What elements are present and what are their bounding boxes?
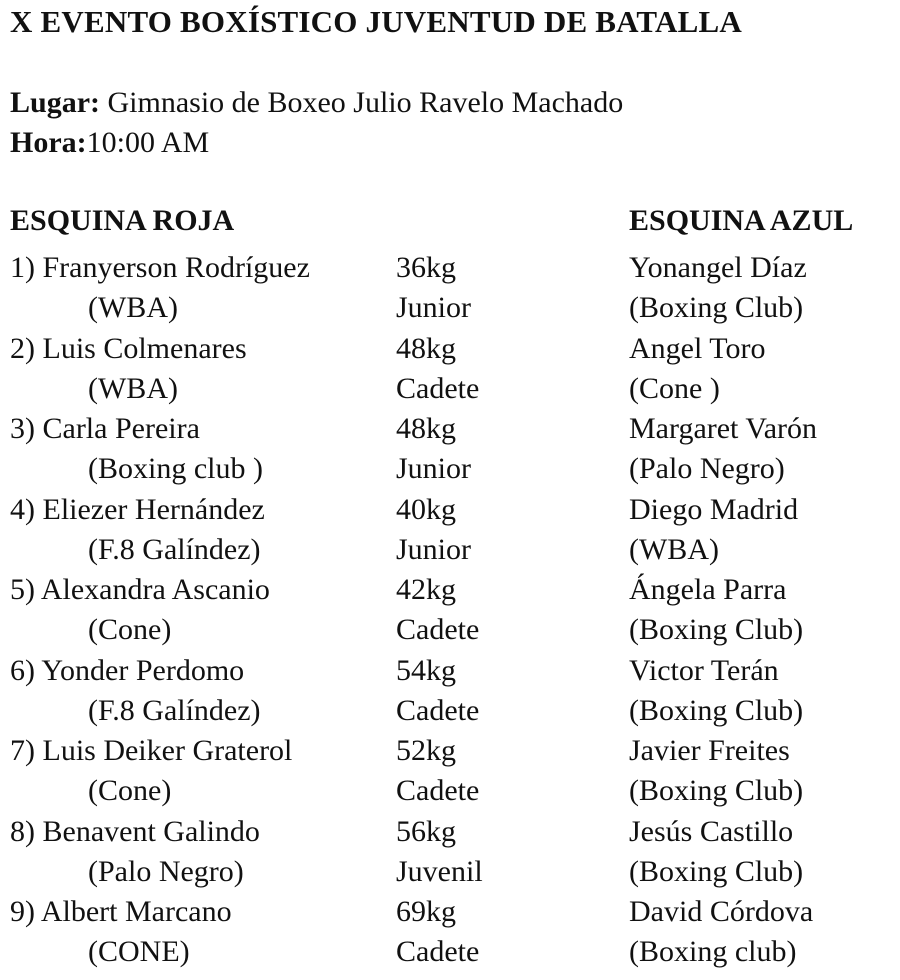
weight-class: 48kg [396,331,456,365]
weight-class: 42kg [396,573,456,606]
venue-value: Gimnasio de Boxeo Julio Ravelo Machado [100,86,624,119]
blue-corner-boxer: Javier Freites [629,734,790,767]
blue-corner-boxer: Yonangel Díaz [629,251,807,284]
blue-corner-boxer: Ángela Parra [629,573,787,606]
age-category: Cadete [396,613,480,646]
red-corner-boxer: 4) Eliezer Hernández [10,492,265,526]
weight-class: 54kg [396,653,456,687]
blue-corner-club: (Boxing Club) [629,291,804,324]
blue-corner-boxer: David Córdova [629,895,814,928]
time-value: 10:00 AM [86,126,210,159]
red-corner-boxer: 5) Alexandra Ascanio [10,573,270,606]
fight-row [0,409,900,490]
blue-corner-club: (Boxing Club) [629,613,804,646]
blue-corner-boxer: Victor Terán [629,653,779,687]
fight-row [0,892,900,973]
blue-corner-boxer: Margaret Varón [629,412,817,445]
blue-corner-club: (Boxing club) [629,935,797,968]
weight-class: 69kg [396,895,456,928]
fight-row [0,731,900,812]
red-corner-club: (WBA) [88,371,178,405]
time-label: Hora: [10,126,87,159]
blue-corner-club: (WBA) [629,532,719,566]
weight-class: 36kg [396,251,456,284]
red-corner-boxer: 6) Yonder Perdomo [10,653,245,687]
venue-line [10,86,623,120]
weight-class: 56kg [396,814,456,848]
age-category: Cadete [396,693,480,727]
red-corner-club: (WBA) [88,291,178,324]
time-line [10,126,209,160]
event-title: X EVENTO BOXÍSTICO JUVENTUD DE BATALLA [10,4,742,39]
weight-class: 48kg [396,412,456,445]
blue-corner-boxer: Angel Toro [629,331,766,365]
fight-row [0,812,900,893]
red-corner-club: (F.8 Galíndez) [88,532,261,566]
age-category: Cadete [396,371,480,405]
blue-corner-club: (Boxing Club) [629,693,804,727]
age-category: Junior [396,532,471,566]
weight-class: 40kg [396,492,456,526]
red-corner-boxer: 7) Luis Deiker Graterol [10,734,293,767]
red-corner-club: (CONE) [88,935,190,968]
age-category: Junior [396,291,471,324]
blue-corner-club: (Boxing Club) [629,774,804,807]
red-corner-header: ESQUINA ROJA [10,204,235,237]
red-corner-boxer: 3) Carla Pereira [10,412,200,445]
blue-corner-club: (Cone ) [629,371,720,405]
red-corner-club: (Palo Negro) [88,854,244,888]
red-corner-boxer: 8) Benavent Galindo [10,814,260,848]
red-corner-boxer: 1) Franyerson Rodríguez [10,251,310,284]
blue-corner-club: (Boxing Club) [629,854,804,888]
blue-corner-header: ESQUINA AZUL [629,204,854,237]
blue-corner-boxer: Diego Madrid [629,492,799,526]
venue-label: Lugar: [10,86,100,119]
age-category: Cadete [396,935,480,968]
fight-list [0,248,900,973]
red-corner-club: (Cone) [88,613,172,646]
fight-row [0,651,900,732]
age-category: Juvenil [396,854,483,888]
weight-class: 52kg [396,734,456,767]
fight-row [0,570,900,651]
fight-row [0,329,900,410]
fight-row [0,248,900,329]
blue-corner-boxer: Jesús Castillo [629,814,794,848]
red-corner-boxer: 9) Albert Marcano [10,895,232,928]
red-corner-club: (F.8 Galíndez) [88,693,261,727]
blue-corner-club: (Palo Negro) [629,452,785,485]
red-corner-boxer: 2) Luis Colmenares [10,331,247,365]
age-category: Junior [396,452,471,485]
red-corner-club: (Boxing club ) [88,452,263,485]
age-category: Cadete [396,774,480,807]
fight-row [0,490,900,571]
red-corner-club: (Cone) [88,774,172,807]
